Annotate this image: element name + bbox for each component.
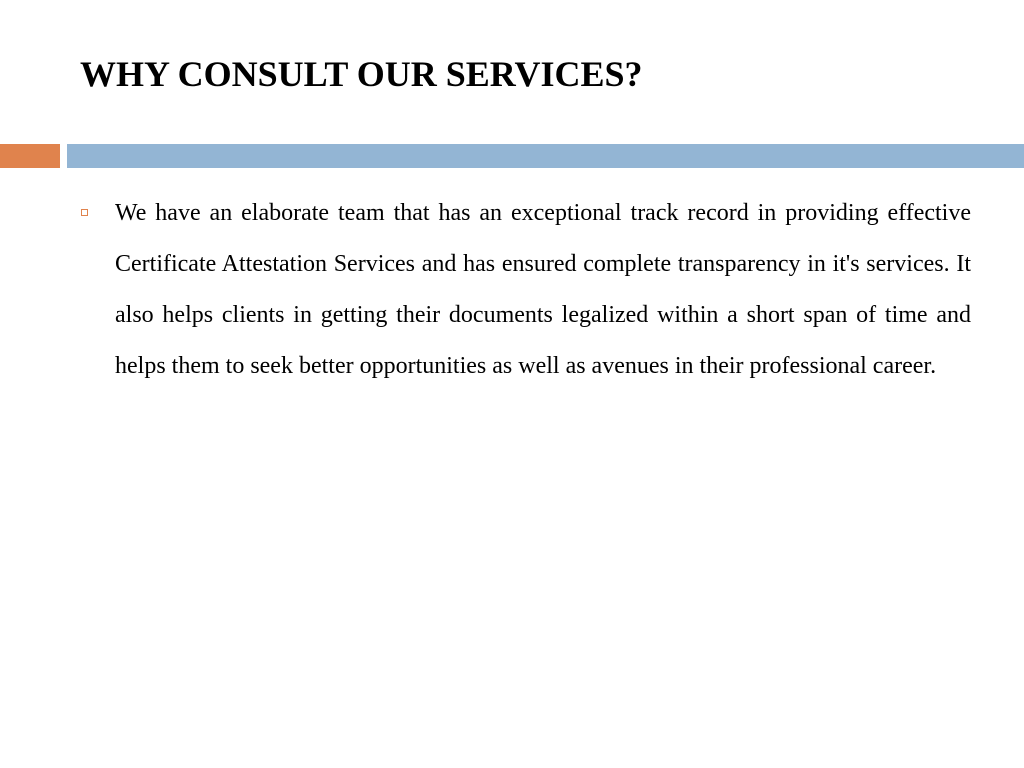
accent-bar-orange (0, 144, 60, 168)
bullet-text: We have an elaborate team that has an exceptional track record in providing effective Certificate Attestation Services and has ensured complete transparency in it's services. It also helps clients in getting their documents legalized within a short span of time and helps them to seek better opportunities as well as avenues in their professional career. (115, 200, 971, 379)
slide-title: WHY CONSULT OUR SERVICES? (80, 54, 643, 94)
accent-bar-blue (67, 144, 1024, 168)
hollow-square-icon (81, 209, 88, 216)
